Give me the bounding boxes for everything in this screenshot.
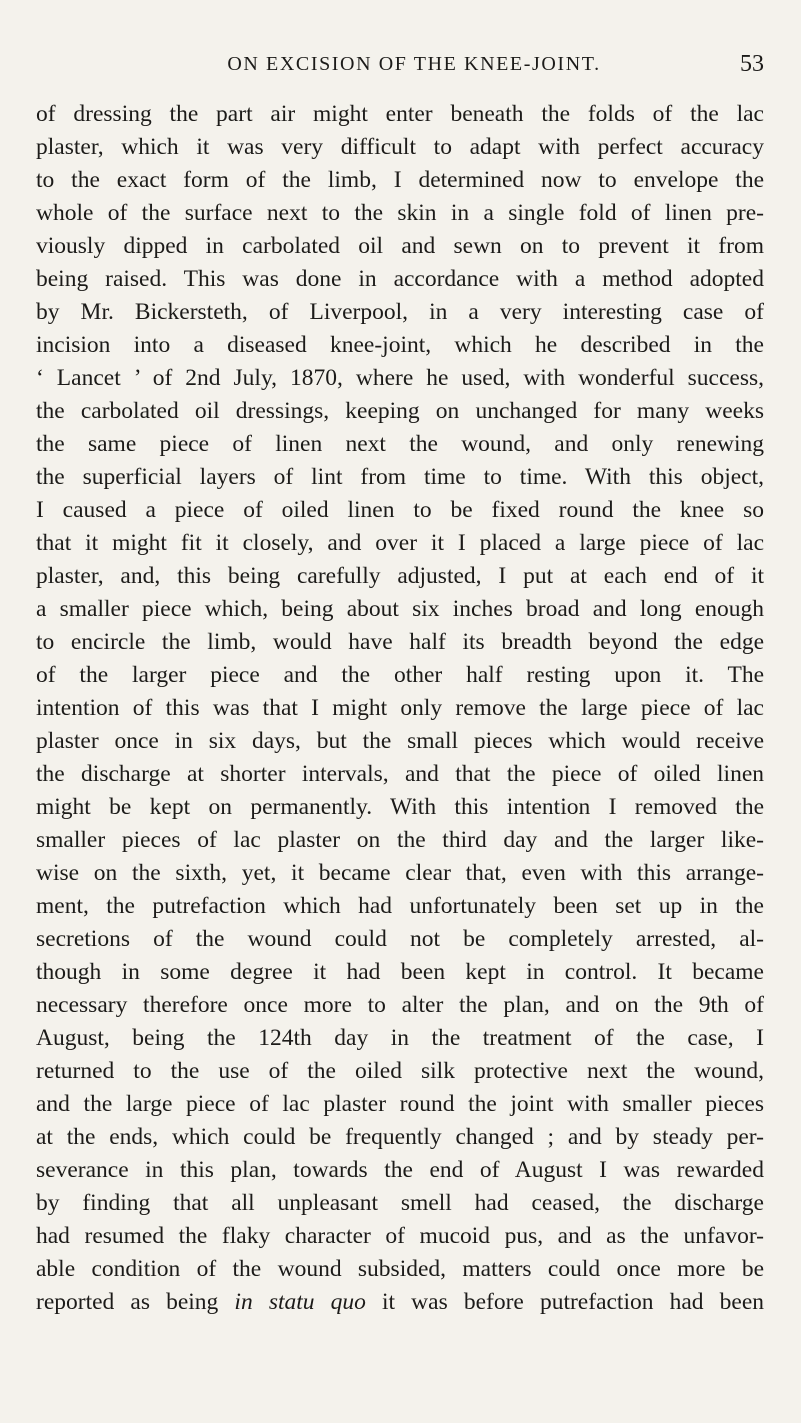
italic-phrase: in statu quo xyxy=(234,1289,366,1315)
text-line: the carbolated oil dressings, keeping on unchanged for many weeks xyxy=(36,398,764,424)
text-line: though in some degree it had been kept in control. It became xyxy=(36,959,764,985)
text-line: plaster, and, this being carefully adjusted, I put at each end of it xyxy=(36,563,764,589)
text-line: smaller pieces of lac plaster on the third day and the larger like- xyxy=(36,827,764,853)
text-line: the superficial layers of lint from time to time. With this object, xyxy=(36,464,764,490)
text-line: secretions of the wound could not be completely arrested, al- xyxy=(36,926,764,952)
text-line: plaster, which it was very difficult to adapt with perfect accuracy xyxy=(36,134,764,160)
page-number: 53 xyxy=(740,51,764,77)
text-line: necessary therefore once more to alter the plan, and on the 9th of xyxy=(36,992,764,1018)
text-line: at the ends, which could be frequently changed ; and by steady per- xyxy=(36,1124,764,1150)
running-title: ON EXCISION OF THE KNEE-JOINT. xyxy=(227,53,601,75)
text-line: ment, the putrefaction which had unfortunately been set up in the xyxy=(36,893,764,919)
text-line: that it might fit it closely, and over it I placed a large piece of lac xyxy=(36,530,764,556)
text-line: I caused a piece of oiled linen to be fixed round the knee so xyxy=(36,497,764,523)
running-head xyxy=(64,50,764,78)
text-line: of dressing the part air might enter beneath the folds of the lac xyxy=(36,101,764,127)
text-line: might be kept on permanently. With this intention I removed the xyxy=(36,794,764,820)
text-line: plaster once in six days, but the small pieces which would receive xyxy=(36,728,764,754)
text-segment: it was before putrefaction had been xyxy=(365,1289,764,1315)
text-line: August, being the 124th day in the treatment of the case, I xyxy=(36,1025,764,1051)
text-line: returned to the use of the oiled silk protective next the wound, xyxy=(36,1058,764,1084)
text-line: the discharge at shorter intervals, and that the piece of oiled linen xyxy=(36,761,764,787)
text-line: to the exact form of the limb, I determined now to envelope the xyxy=(36,167,764,193)
text-line: a smaller piece which, being about six inches broad and long enough xyxy=(36,596,764,622)
text-line: and the large piece of lac plaster round the joint with smaller pieces xyxy=(36,1091,764,1117)
text-line: the same piece of linen next the wound, and only renewing xyxy=(36,431,764,457)
text-line: being raised. This was done in accordance with a method adopted xyxy=(36,266,764,292)
text-line: wise on the sixth, yet, it became clear that, even with this arrange- xyxy=(36,860,764,886)
text-line: viously dipped in carbolated oil and sewn on to prevent it from xyxy=(36,233,764,259)
text-line: able condition of the wound subsided, matters could once more be xyxy=(36,1256,764,1282)
text-line: to encircle the limb, would have half its breadth beyond the edge xyxy=(36,629,764,655)
text-line: by Mr. Bickersteth, of Liverpool, in a very interesting case of xyxy=(36,299,764,325)
text-line: incision into a diseased knee-joint, which he described in the xyxy=(36,332,764,358)
text-segment: reported as being xyxy=(36,1289,235,1315)
text-line: by finding that all unpleasant smell had ceased, the discharge xyxy=(36,1190,764,1216)
text-line: intention of this was that I might only remove the large piece of lac xyxy=(36,695,764,721)
text-line: had resumed the flaky character of mucoid pus, and as the unfavor- xyxy=(36,1223,764,1249)
text-line: whole of the surface next to the skin in a single fold of linen pre- xyxy=(36,200,764,226)
body-text xyxy=(36,98,764,1319)
text-line-final xyxy=(36,1286,764,1319)
text-line: of the larger piece and the other half resting upon it. The xyxy=(36,662,764,688)
text-line: ‘ Lancet ’ of 2nd July, 1870, where he used, with wonderful success, xyxy=(36,365,764,391)
text-line: severance in this plan, towards the end of August I was rewarded xyxy=(36,1157,764,1183)
